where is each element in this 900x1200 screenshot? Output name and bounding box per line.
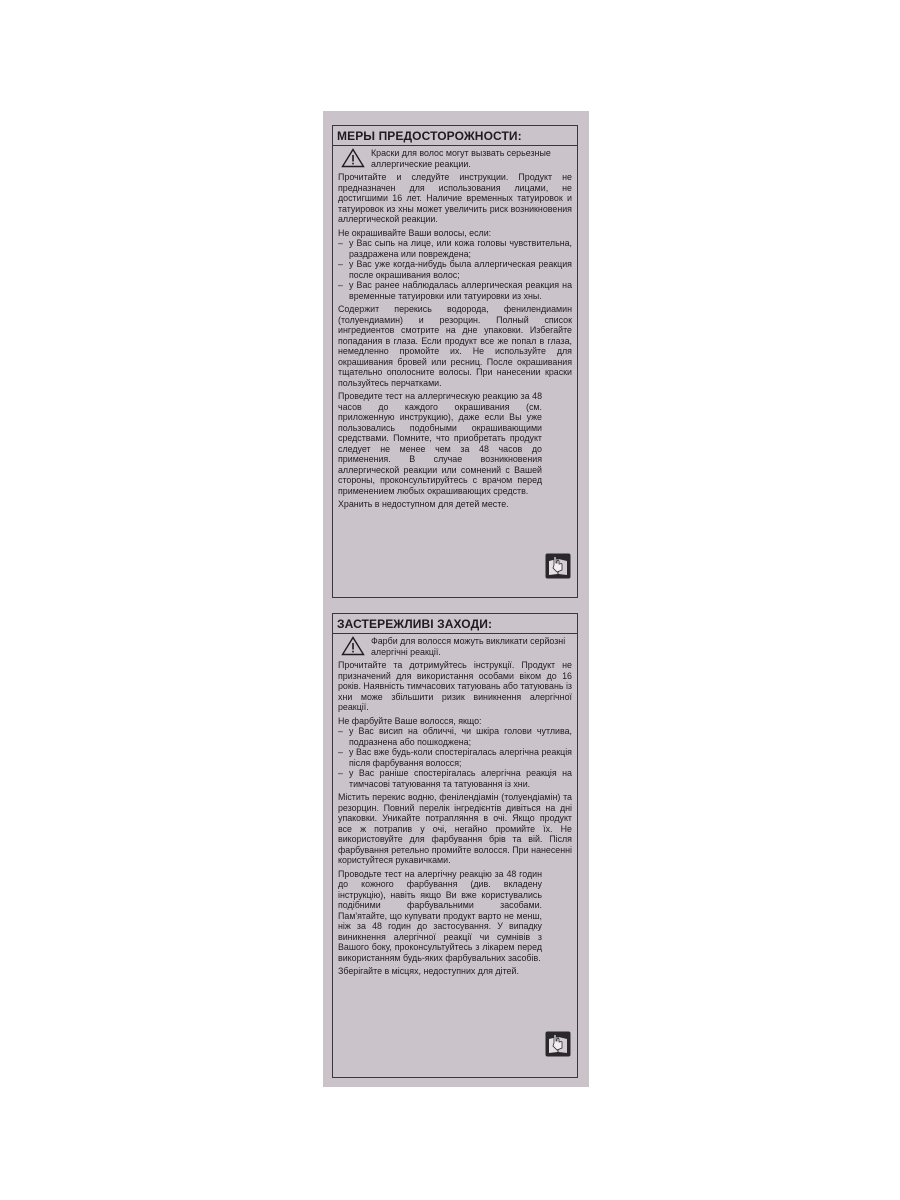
ingredients-paragraph-ru: Содержит перекись водорода, фенилендиамин (толуендиамин) и резорцин. Полный список ингредиентов смотрите на дне упаковки. Избегайте попадания в глаза. Если продукт все же попал в глаза, немедленно промойте их. Не используйте для окрашивания бровей или ресниц. После окрашивания тщательно ополосните волосы. При нанесении краски пользуйтесь перчатками. bbox=[338, 304, 572, 388]
allergy-warning-ru bbox=[338, 148, 572, 169]
list-item: – у Вас ранее наблюдалась аллергическая реакция на временные татуировки или татуировки из хны. bbox=[338, 280, 572, 301]
warning-triangle-icon bbox=[341, 636, 365, 656]
precautions-panel-uk bbox=[332, 613, 578, 1078]
allergy-test-paragraph-uk: Проводьте тест на алергічну реакцію за 48 годин до кожного фарбування (див. вкладену інструкцію), навіть якщо Ви вже користувались подібними фарбувальними засобами. Пам'ятайте, що купувати продукт варто не менш, ніж за 48 годин до застосування. У випадку виникнення алергічної реакції чи сумнівів з Вашого боку, проконсультуйтесь з лікарем перед використанням будь-яких фарбувальних засобів. bbox=[338, 868, 542, 963]
conditions-heading-ru: Не окрашивайте Ваши волосы, если: bbox=[338, 227, 492, 238]
conditions-heading-uk: Не фарбуйте Ваше волосся, якщо: bbox=[338, 715, 482, 726]
list-item: – у Вас раніше спостерігалась алергічна реакція на тимчасові татуювання та татуювання із хни. bbox=[338, 768, 572, 789]
conditions-list-uk bbox=[338, 726, 572, 789]
storage-note-uk: Зберігайте в місцях, недоступних для дітей. bbox=[338, 966, 519, 976]
package-side-strip bbox=[323, 111, 589, 1087]
list-item: – у Вас сыпь на лице, или кожа головы чувствительна, раздражена или повреждена; bbox=[338, 238, 572, 259]
panel-title-uk: ЗАСТЕРЕЖЛИВІ ЗАХОДИ: bbox=[333, 614, 577, 634]
warning-triangle-icon bbox=[341, 148, 365, 168]
warning-text-uk: Фарби для волосся можуть викликати серйозні алергічні реакції. bbox=[371, 636, 566, 657]
read-instructions-book-icon bbox=[545, 553, 571, 579]
warning-text-ru: Краски для волос могут вызвать серьезные аллергические реакции. bbox=[371, 148, 551, 169]
list-item: – у Вас уже когда-нибудь была аллергическая реакция после окрашивания волос; bbox=[338, 259, 572, 280]
allergy-test-paragraph-ru: Проведите тест на аллергическую реакцию за 48 часов до каждого окрашивания (см. приложенную инструкцию), даже если Вы уже пользовались подобными окрашивающими средствами. Помните, что приобретать продукт следует не менее чем за 48 часов до применения. В случае возникновения аллергической реакции или сомнений с Вашей стороны, проконсультируйтесь с врачом перед применением любых окрашивающих средств. bbox=[338, 391, 542, 496]
list-item: – у Вас висип на обличчі, чи шкіра голови чутлива, подразнена або пошкоджена; bbox=[338, 726, 572, 747]
panel-title-ru: МЕРЫ ПРЕДОСТОРОЖНОСТИ: bbox=[333, 126, 577, 146]
list-item: – у Вас вже будь-коли спостерігалась алергічна реакція після фарбування волосся; bbox=[338, 747, 572, 768]
precautions-panel-ru bbox=[332, 125, 578, 598]
read-instructions-book-icon bbox=[545, 1031, 571, 1057]
instructions-paragraph-uk: Прочитайте та дотримуйтесь інструкції. Продукт не призначений для використання особами віком до 16 років. Наявність тимчасових татуювань або татуювань із хни може збільшити ризик виникнення алергічної реакції. bbox=[338, 660, 572, 712]
ingredients-paragraph-uk: Містить перекис водню, фенілендіамін (толуендіамін) та резорцин. Повний перелік інгредієнтів дивіться на дні упаковки. Уникайте потрапляння в очі. Якщо продукт все ж потрапив у очі, негайно промийте їх. Не використовуйте для фарбування брів та вій. Після фарбування ретельно промийте волосся. При нанесенні користуйтеся рукавичками. bbox=[338, 792, 572, 865]
panel-body-uk bbox=[333, 634, 577, 977]
allergy-warning-uk bbox=[338, 636, 572, 657]
instructions-paragraph-ru: Прочитайте и следуйте инструкции. Продукт не предназначен для использования лицами, не достигшими 16 лет. Наличие временных татуировок и татуировок из хны может увеличить риск возникновения аллергической реакции. bbox=[338, 172, 572, 224]
conditions-list-ru bbox=[338, 238, 572, 301]
storage-note-ru: Хранить в недоступном для детей месте. bbox=[338, 499, 509, 509]
panel-body-ru bbox=[333, 146, 577, 510]
